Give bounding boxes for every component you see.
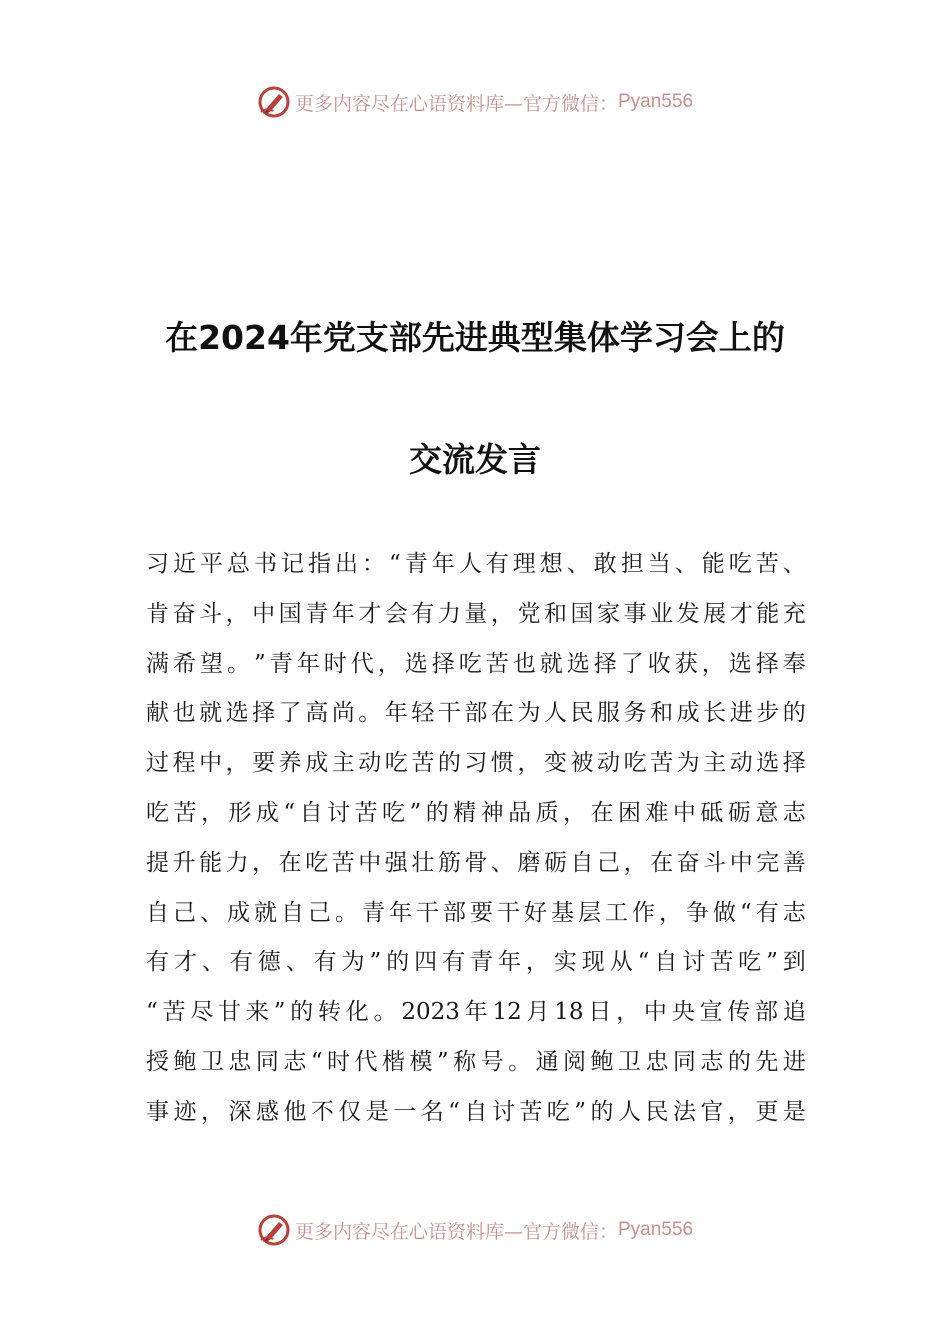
body-line: “ 苦 尽 甘 来 ” 的 转 化 。 2023 年 12 月 18 日 ， 中 央 宣 传 部 追 xyxy=(146,999,806,1026)
body-line: 吃 苦 ， 形 成 “ 自 讨 苦 吃 ” 的 精 神 品 质 ， 在 困 难 中 砥 砺 意 志 xyxy=(146,799,806,826)
wechat-id: Pyan556 xyxy=(618,1219,694,1240)
pen-logo-icon xyxy=(257,1213,291,1247)
body-paragraph xyxy=(146,540,806,1138)
document-title-line-1: 在2024年党支部先进典型集体学习会上的 xyxy=(165,318,785,357)
body-line: 献 也 就 选 择 了 高 尚 。 年 轻 干 部 在 为 人 民 服 务 和 成 长 进 步 的 xyxy=(146,700,806,727)
body-line: 习 近 平 总 书 记 指 出 ： “ 青 年 人 有 理 想 、 敢 担 当 、 能 吃 苦 、 xyxy=(146,551,806,577)
body-line: 肯 奋 斗 ， 中 国 青 年 才 会 有 力 量 ， 党 和 国 家 事 业 发 展 才 能 充 xyxy=(146,600,806,627)
watermark-text: 更多内容尽在心语资料库—官方微信： xyxy=(294,1220,618,1243)
pen-logo-icon xyxy=(257,85,291,119)
watermark-text: 更多内容尽在心语资料库—官方微信： xyxy=(294,92,618,115)
body-line: 自 己 、 成 就 自 己 。 青 年 干 部 要 干 好 基 层 工 作 ， 争 做 “ 有 志 xyxy=(146,899,806,926)
document-title-line-2: 交流发言 xyxy=(409,440,541,479)
body-line: 过 程 中 ， 要 养 成 主 动 吃 苦 的 习 惯 ， 变 被 动 吃 苦 为 主 动 选 择 xyxy=(146,750,806,777)
body-line: 有 才 、 有 德 、 有 为 ” 的 四 有 青 年 ， 实 现 从 “ 自 讨 苦 吃 ” 到 xyxy=(146,949,806,976)
body-line: 提 升 能 力 ， 在 吃 苦 中 强 壮 筋 骨 、 磨 砺 自 己 ， 在 奋 斗 中 完 善 xyxy=(146,849,806,876)
body-line: 满 希 望 。 ” 青 年 时 代 ， 选 择 吃 苦 也 就 选 择 了 收 获 ， 选 择 奉 xyxy=(146,650,806,677)
header-watermark xyxy=(0,82,950,122)
wechat-id: Pyan556 xyxy=(618,91,694,112)
body-line: 授 鲍 卫 忠 同 志 “ 时 代 楷 模 ” 称 号 。 通 阅 鲍 卫 忠 同 志 的 先 进 xyxy=(146,1048,806,1075)
body-line: 事 迹 ， 深 感 他 不 仅 是 一 名 “ 自 讨 苦 吃 ” 的 人 民 法 官 ， 更 是 xyxy=(146,1098,806,1125)
footer-watermark xyxy=(0,1210,950,1250)
